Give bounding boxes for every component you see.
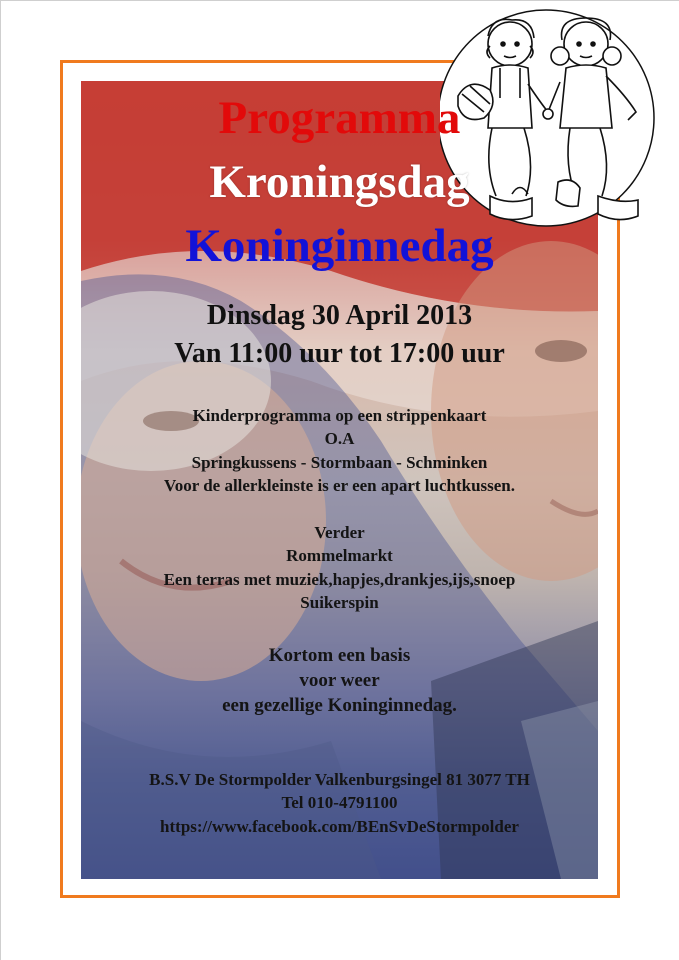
event-time: Van 11:00 uur tot 17:00 uur xyxy=(174,338,505,369)
extra-line: Een terras met muziek,hapjes,drankjes,ijs,snoep xyxy=(163,569,516,589)
program-line: Kinderprogramma op een strippenkaart xyxy=(192,406,487,425)
closing-line: Kortom een basis xyxy=(268,645,411,666)
extra-line: Suikerspin xyxy=(300,593,379,613)
program-block xyxy=(81,404,598,498)
title-koninginnedag: Koninginnedag xyxy=(185,220,494,272)
contact-facebook-link[interactable]: https://www.facebook.com/BEnSvDeStormpolder xyxy=(160,816,519,836)
program-line: Springkussens - Stormbaan - Schminken xyxy=(191,452,488,472)
extra-line: Verder xyxy=(314,523,365,542)
title-kroningsdag: Kroningsdag xyxy=(209,156,470,208)
program-line: Voor de allerkleinste is er een apart luchtkussen. xyxy=(163,476,516,496)
event-date: Dinsdag 30 April 2013 xyxy=(206,300,473,331)
closing-line: een gezellige Koninginnedag. xyxy=(222,695,457,716)
extra-block xyxy=(81,521,598,615)
contact-address: B.S.V De Stormpolder Valkenburgsingel 81 3077 TH xyxy=(149,770,530,789)
extra-line: Rommelmarkt xyxy=(286,546,393,566)
contact-phone: Tel 010-4791100 xyxy=(281,793,398,813)
closing-block xyxy=(81,643,598,718)
program-line: O.A xyxy=(324,429,355,449)
contact-block xyxy=(81,768,598,838)
title-programma: Programma xyxy=(218,92,461,144)
closing-line: voor weer xyxy=(299,670,380,691)
